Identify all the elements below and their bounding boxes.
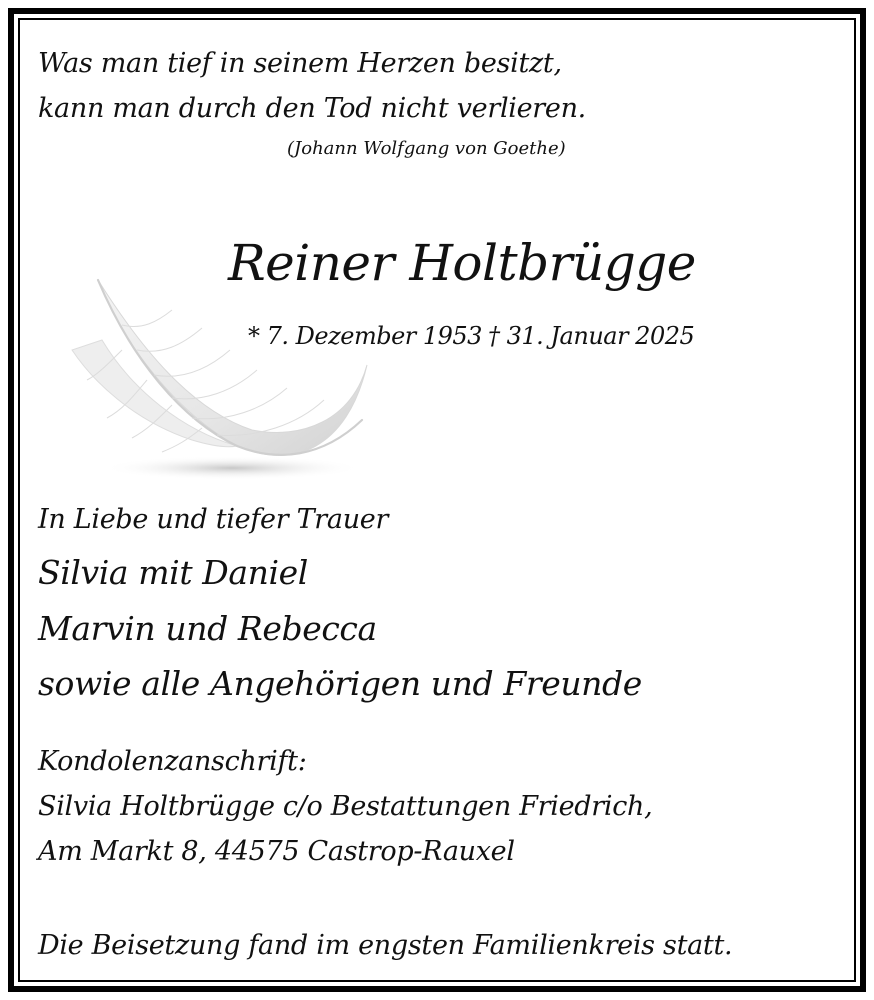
quote-line-2: kann man durch den Tod nicht verlieren. <box>38 93 586 124</box>
condolence-label: Kondolenzanschrift: <box>38 746 307 777</box>
feather-icon <box>62 270 382 490</box>
birth-date: * 7. Dezember 1953 <box>248 322 482 350</box>
death-date: † 31. Januar 2025 <box>488 322 695 350</box>
mourner-line-2: Marvin und Rebecca <box>38 609 377 648</box>
quote-author: (Johann Wolfgang von Goethe) <box>287 138 566 159</box>
deceased-name: Reiner Holtbrügge <box>228 234 696 292</box>
quote-line-1: Was man tief in seinem Herzen besitzt, <box>38 48 562 79</box>
condolence-address-line-2: Am Markt 8, 44575 Castrop-Rauxel <box>38 836 515 867</box>
mourner-line-1: Silvia mit Daniel <box>38 553 308 592</box>
funeral-note: Die Beisetzung fand im engsten Familienkreis statt. <box>38 930 733 961</box>
mourner-line-3: sowie alle Angehörigen und Freunde <box>38 664 642 703</box>
condolence-address-line-1: Silvia Holtbrügge c/o Bestattungen Friedrich, <box>38 791 653 822</box>
mourning-intro: In Liebe und tiefer Trauer <box>38 504 389 535</box>
